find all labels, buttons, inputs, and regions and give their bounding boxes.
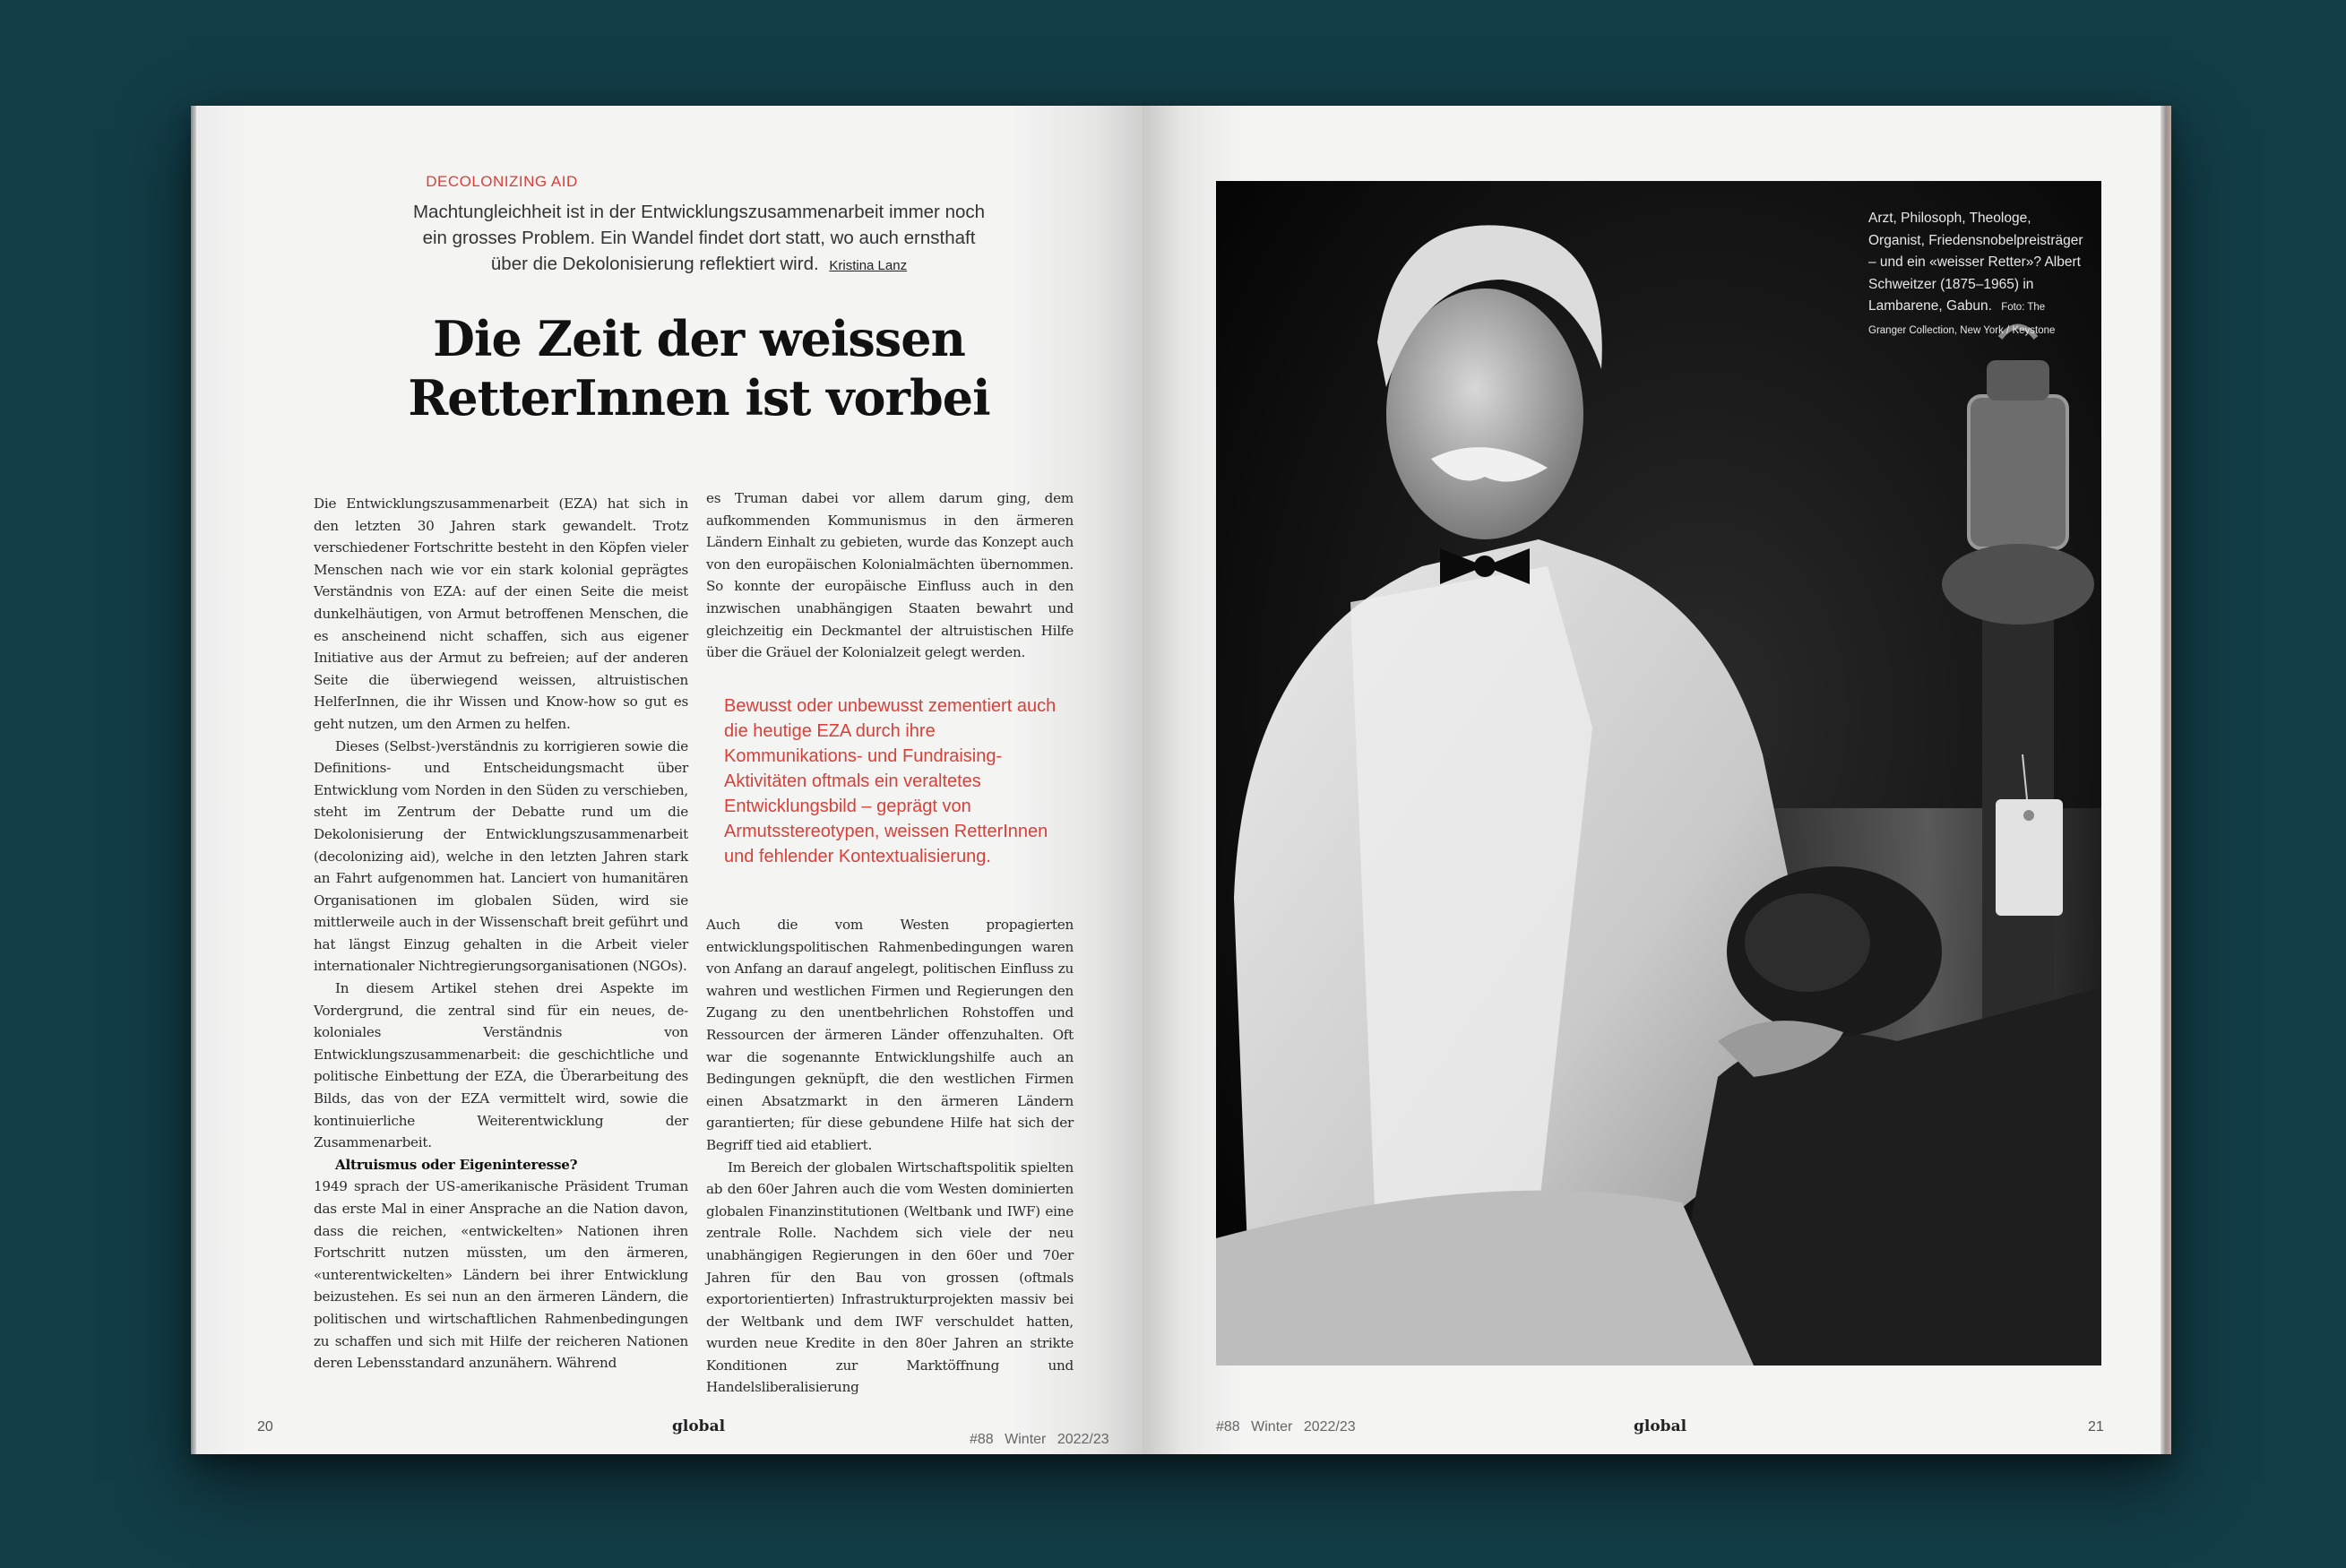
headline-line-1: Die Zeit der weissen [433,310,965,367]
photo-illustration [1216,181,2101,1366]
article-lead [403,199,995,279]
paragraph: In diesem Artikel stehen drei Aspekte im Vordergrund, die zentral sind für ein neues, de-koloniales Verständnis von Entwicklungszusammenarbeit: die geschichtliche und politische Einbettung der EZA, die Überarbeitung des Bilds, das von der EZA vermittelt wird, sowie die kontinuierliche Weiterentwicklung der Zusammenarbeit. [314,980,688,1151]
caption-text: Arzt, Philosoph, Theologe, Organist, Friedensnobelpreisträger – und ein «weisser Retter»? Albert Schweitzer (1875–1965) in Lambarene, Gabun. [1868,211,2083,314]
magazine-logo-left: global [672,1417,726,1435]
photo-schweitzer [1216,181,2101,1366]
paragraph: Die Entwicklungszusammenarbeit (EZA) hat sich in den letzten 30 Jahren stark gewandelt. Trotz verschiedener Fortschritte besteht in den Köpfen vieler Menschen nach wie vor ein stark kolonial geprägtes Verständnis von EZA: auf der einen Seite die meist dunkelhäutigen, von Armut betroffenen Menschen, die es anscheinend nicht schaffen, sich aus eigener Initiative aus der Armut zu befreien; auf der anderen Seite die überwiegend weissen, altruistischen HelferInnen, die ihr Wissen und Know-how so gut es geht nutzen, um den Armen zu helfen. [314,495,688,732]
paragraph: Dieses (Selbst-)verständnis zu korrigieren sowie die Definitions- und Entscheidungsmacht über Entwicklung vom Norden in den Süden zu verschieben, steht im Zentrum der Debatte rund um die Dekolonisierung der Entwicklungszusammenarbeit (decolonizing aid), welche in den letzten Jahren stark an Fahrt aufgenommen hat. Lanciert von humanitären Organisationen im globalen Süden, wird sie mittlerweile auch in der Wissenschaft breit geführt und hat längst Einzug gehalten in die Arbeit vieler internationaler Nichtregierungsorganisationen (NGOs). [314,737,688,975]
article-column-1 [314,493,688,1374]
paragraph: 1949 sprach der US-amerikanische Präsident Truman das erste Mal in einer Ansprache an die Nation davon, dass die reichen, «entwickelten» Nationen ihren Fortschritt nutzen müssten, um den ärmeren, «unterentwickelten» Ländern bei ihrer Entwicklung beizustehen. Es sei nun an den ärmeren Ländern, die politischen und wirtschaftlichen Rahmenbedingungen zu schaffen und sich mit Hilfe der reicheren Nationen deren Lebensstandard anzunähern. Während [314,1178,688,1372]
article-headline [376,309,1022,427]
headline-line-2: RetterInnen ist vorbei [408,369,990,426]
issue-info-right: #88 Winter 2022/23 [1216,1419,1356,1434]
paragraph: Auch die vom Westen propagierten entwicklungspolitischen Rahmenbedingungen waren von Anfang an darauf angelegt, politischen Einfluss zu wahren und westlichen Firmen und Regierungen den Zugang zu den unentbehrlichen Rohstoffen und Ressourcen der ärmeren Länder offenzuhalten. Oft war die sogenannte Entwicklungshilfe auch an Bedingungen geknüpft, die den westlichen Firmen einen Absatzmarkt in den ärmeren Ländern garantierten; für diese gebundene Hilfe hat sich der Begriff tied aid etabliert. [706,917,1074,1153]
photo-caption [1868,208,2083,341]
photo-credit: Foto: The Granger Collection, New York / Keystone [1868,302,2056,336]
lead-text: Machtungleichheit ist in der Entwicklungszusammenarbeit immer noch ein grosses Problem. Ein Wandel findet dort statt, wo auch ernsthaft über die Dekolonisierung reflektiert wird. [412,202,986,274]
paragraph: Im Bereich der globalen Wirtschaftspolitik spielten ab den 60er Jahren auch die vom Westen dominierten globalen Finanzinstitutionen (Weltbank und IWF) eine zentrale Rolle. Nachdem sich viele der neu unabhängigen Regierungen in den 60er und 70er Jahren für den Bau von grossen (oftmals exportorientierten) Infrastrukturprojekten massiv bei der Weltbank und dem IWF verschuldet hatten, wurden neue Kredite in den 80er Jahren an strikte Konditionen zur Marktöffnung und Handelsliberalisierung [706,1159,1074,1396]
pull-quote: Bewusst oder unbewusst zementiert auch die heutige EZA durch ihre Kommunikations- und Fundraising-Aktivitäten oftmals ein veraltetes Entwicklungsbild – geprägt von Armutsstereotypen, weissen RetterInnen und fehlender Kontextualisierung. [724,696,1057,866]
article-subhead: Altruismus oder Eigeninteresse? [335,1156,578,1173]
section-kicker: DECOLONIZING AID [426,173,578,190]
page-number-right: 21 [2088,1419,2104,1434]
magazine-logo-right: global [1634,1417,1687,1435]
page-edge [2161,106,2171,1454]
paragraph: es Truman dabei vor allem darum ging, dem aufkommenden Kommunismus in den ärmeren Ländern Einhalt zu gebieten, wurde das Konzept auch von den europäischen Kolonialmächten übernommen. So konnte der europäische Einfluss auch in den inzwischen unabhängigen Staaten bewahrt und gleichzeitig ein Deckmantel der altruistischen Hilfe über die Gräuel der Kolonialzeit gelegt werden. [706,490,1074,661]
article-column-2-bottom [706,914,1074,1399]
page-number-left: 20 [257,1419,273,1434]
author-name: Kristina Lanz [829,258,908,273]
issue-info-left: #88 Winter 2022/23 [970,1432,1109,1447]
article-column-2-top [706,487,1074,664]
